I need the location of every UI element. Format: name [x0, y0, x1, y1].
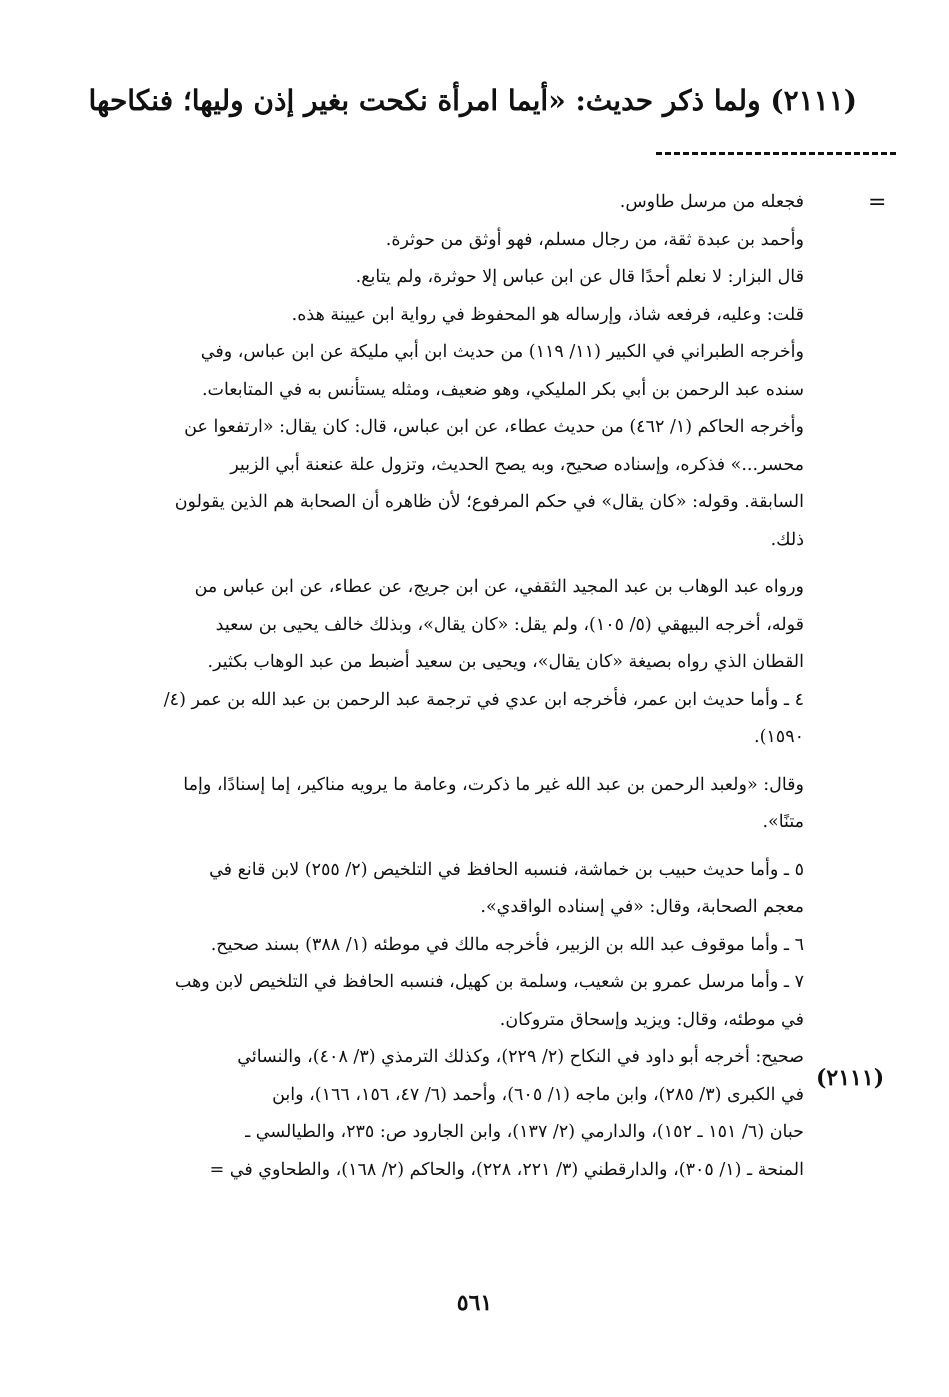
text-line: سنده عبد الرحمن بن أبي بكر المليكي، وهو ضعيف، ومثله يستأنس به في المتابعات.	[201, 379, 804, 400]
text-line: وأخرجه الحاكم (١/ ٤٦٢) من حديث عطاء، عن ابن عباس، قال: كان يقال: «ارتفعوا عن	[184, 417, 804, 437]
continuation-mark: =	[868, 190, 887, 215]
text-line: ٤ ـ وأما حديث ابن عمر، فأخرجه ابن عدي في ترجمة عبد الرحمن بن عبد الله بن عمر (٤/	[163, 689, 804, 710]
carried-header-line: (٢١١١) ولما ذكر حديث: «أيما امرأة نكحت بغير إذن وليها؛ فنكاحها	[88, 84, 857, 117]
text-line: المنحة ـ (١/ ٣٠٥)، والدارقطني (٣/ ٢٢١، ٢٢٨)، والحاكم (٢/ ١٦٨)، والطحاوي في =	[209, 1159, 804, 1180]
text-line: معجم الصحابة، وقال: «في إسناده الواقدي».	[480, 897, 804, 917]
text-line: متنًا».	[762, 812, 804, 832]
text-line: محسر...» فذكره، وإسناده صحيح، وبه يصح الحديث، وتزول علة عنعنة أبي الزبير	[230, 454, 804, 475]
text-line: ٧ ـ وأما مرسل عمرو بن شعيب، وسلمة بن كهيل، فنسبه الحافظ في التلخيص لابن وهب	[174, 972, 804, 992]
text-line: ٦ ـ وأما موقوف عبد الله بن الزبير، فأخرجه مالك في موطئه (١/ ٣٨٨) بسند صحيح.	[210, 934, 804, 955]
footnote-body	[163, 184, 804, 1189]
text-line: وقال: «ولعبد الرحمن بن عبد الله غير ما ذكرت، وعامة ما يرويه مناكير، إما إسنادًا، وإما	[183, 774, 804, 795]
text-line: وأحمد بن عبدة ثقة، من رجال مسلم، فهو أوثق من حوثرة.	[385, 229, 804, 250]
text-line: حبان (٦/ ١٥١ ـ ١٥٢)، والدارمي (٢/ ١٣٧)، وابن الجارود ص: ٢٣٥، والطيالسي ـ	[245, 1122, 804, 1142]
text-line: ذلك.	[770, 529, 804, 550]
text-line: ١٥٩٠).	[754, 727, 804, 747]
text-line: فجعله من مرسل طاوس.	[619, 192, 804, 212]
hadith-number: (٢١١١)	[816, 1065, 885, 1091]
text-line: ورواه عبد الوهاب بن عبد المجيد الثقفي، عن ابن جريج، عن عطاء، عن ابن عباس من	[194, 577, 804, 597]
text-line: في الكبرى (٣/ ٢٨٥)، وابن ماجه (١/ ٦٠٥)، وأحمد (٦/ ٤٧، ١٥٦، ١٦٦)، وابن	[272, 1084, 804, 1105]
footnote-divider	[656, 152, 896, 155]
text-line: وأخرجه الطبراني في الكبير (١١/ ١١٩) من حديث ابن أبي مليكة عن ابن عباس، وفي	[200, 342, 804, 362]
text-line: السابقة. وقوله: «كان يقال» في حكم المرفوع؛ لأن ظاهره أن الصحابة هم الذين يقولون	[174, 492, 804, 512]
text-line: قوله، أخرجه البيهقي (٥/ ١٠٥)، ولم يقل: «كان يقال»، وبذلك خالف يحيى بن سعيد	[215, 614, 804, 635]
text-line: القطان الذي رواه بصيغة «كان يقال»، ويحيى بن سعيد أضبط من عبد الوهاب بكثير.	[207, 652, 804, 672]
page-number: ٥٦١	[456, 1290, 493, 1316]
text-line: في موطئه، وقال: ويزيد وإسحاق متروكان.	[499, 1009, 804, 1030]
text-line: ٥ ـ وأما حديث حبيب بن خماشة، فنسبه الحافظ في التلخيص (٢/ ٢٥٥) لابن قانع في	[209, 859, 804, 880]
text-line: صحيح: أخرجه أبو داود في النكاح (٢/ ٢٢٩)، وكذلك الترمذي (٣/ ٤٠٨)، والنسائي	[237, 1047, 804, 1067]
text-line: قال البزار: لا نعلم أحدًا قال عن ابن عباس إلا حوثرة، ولم يتابع.	[355, 267, 804, 287]
text-line: قلت: وعليه، فرفعه شاذ، وإرساله هو المحفوظ في رواية ابن عيينة هذه.	[291, 304, 804, 325]
